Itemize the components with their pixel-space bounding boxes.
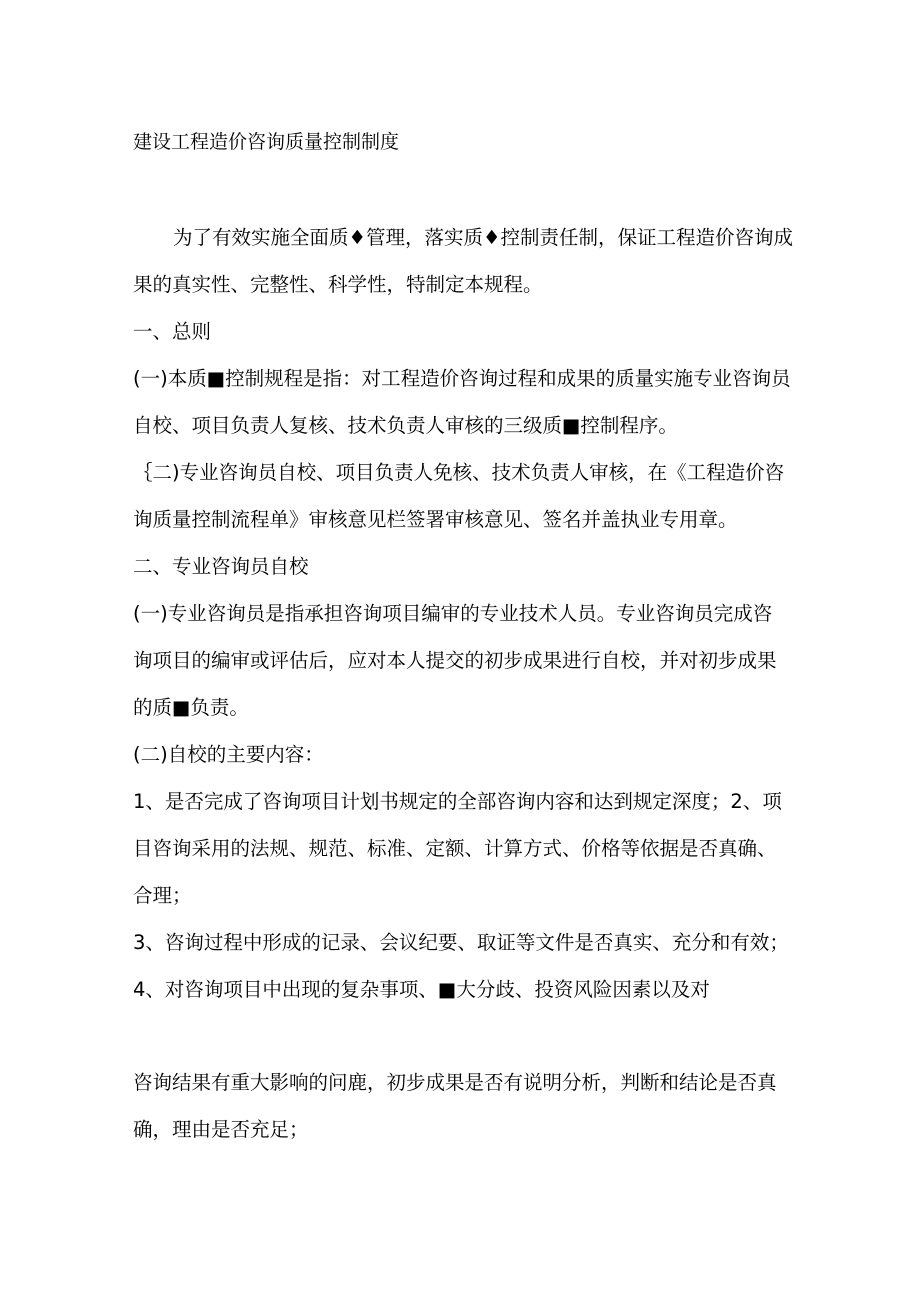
section-heading-general: 一、总则 bbox=[133, 320, 212, 343]
list-item-2-line-1: 目咨询采用的法规、规范、标准、定额、计算方式、价格等依据是否真确、 bbox=[133, 837, 777, 860]
clause-2-1-line-3: 的质■负责。 bbox=[133, 696, 249, 719]
paragraph-intro-line-2: 果的真实性、完整性、科学性，特制定本规程。 bbox=[133, 273, 543, 296]
document-body-continued bbox=[133, 1059, 813, 1153]
section-heading-self-check: 二、专业咨询员自校 bbox=[133, 555, 309, 578]
list-item-2-line-2: 合理； bbox=[133, 884, 192, 907]
list-item-4-line-3: 确，理由是否充足； bbox=[133, 1118, 309, 1141]
clause-1-1-line-1: (一)本质■控制规程是指：对工程造价咨询过程和成果的质量实施专业咨询员 bbox=[133, 367, 791, 390]
clause-1-1-line-2: 自校、项目负责人复核、技术负责人审核的三级质■控制程序。 bbox=[133, 414, 678, 437]
clause-2-1-line-1: (一)专业咨询员是指承担咨询项目编审的专业技术人员。专业咨询员完成咨 bbox=[133, 602, 773, 625]
list-item-4-line-1: 4、对咨询项目中出现的复杂事项、■大分歧、投资风险因素以及对 bbox=[133, 978, 710, 1001]
paragraph-intro-line-1: 为了有效实施全面质♦管理，落实质♦控制责任制，保证工程造价咨询成 bbox=[173, 226, 793, 249]
list-item-1-line-1: 1、是否完成了咨询项目计划书规定的全部咨询内容和达到规定深度；2、项 bbox=[133, 790, 782, 813]
clause-2-2-heading: (二)自校的主要内容： bbox=[133, 743, 324, 766]
clause-1-2-line-1: ｛二)专业咨询员自校、项目负责人免核、技术负责人审核，在《工程造价咨 bbox=[133, 461, 785, 484]
list-item-4-line-2: 咨询结果有重大影响的问鹿，初步成果是否有说明分析，判断和结论是否真 bbox=[133, 1071, 777, 1094]
list-item-3: 3、咨询过程中形成的记录、会议纪要、取证等文件是否真实、充分和有效； bbox=[133, 931, 789, 954]
clause-1-2-line-2: 询质量控制流程单》审核意见栏签署审核意见、签名并盖执业专用章。 bbox=[133, 508, 738, 531]
document-title: 建设工程造价咨询质量控制制度 bbox=[133, 131, 400, 153]
clause-2-1-line-2: 询项目的编审或评估后，应对本人提交的初步成果进行自校，并对初步成果 bbox=[133, 649, 777, 672]
document-body-main bbox=[133, 214, 813, 1013]
